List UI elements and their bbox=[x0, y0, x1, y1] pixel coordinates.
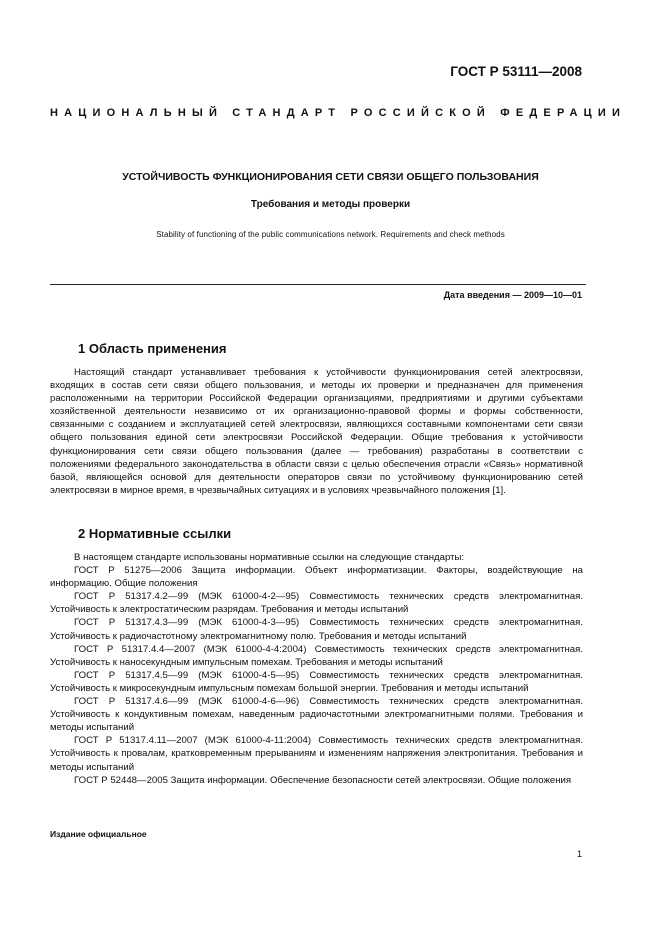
section-1-body bbox=[50, 366, 583, 497]
reference-item: ГОСТ Р 51275—2006 Защита информации. Объект информатизации. Факторы, воздействующие на информацию. Общие положения bbox=[50, 565, 583, 590]
document-title: УСТОЙЧИВОСТЬ ФУНКЦИОНИРОВАНИЯ СЕТИ СВЯЗИ ОБЩЕГО ПОЛЬЗОВАНИЯ bbox=[122, 171, 539, 183]
reference-item: ГОСТ Р 52448—2005 Защита информации. Обеспечение безопасности сетей электросвязи. Общие положения bbox=[74, 774, 572, 786]
document-title-english: Stability of functioning of the public communications network. Requirements and check methods bbox=[156, 230, 505, 239]
national-standard-heading: НАЦИОНАЛЬНЫЙ СТАНДАРТ РОССИЙСКОЙ ФЕДЕРАЦИИ bbox=[50, 107, 627, 119]
document-subtitle: Требования и методы проверки bbox=[250, 199, 411, 210]
section-2-heading: 2 Нормативные ссылки bbox=[78, 526, 232, 541]
references-intro: В настоящем стандарте использованы нормативные ссылки на следующие стандарты: bbox=[74, 552, 465, 563]
reference-item: ГОСТ Р 51317.4.6—99 (МЭК 61000-4-6—96) Совместимость технических средств электромагнитная. Устойчивость к кондуктивным помехам, наведенным радиочастотными электромагнитными полями. Требования и методы испытаний bbox=[50, 696, 583, 734]
reference-item: ГОСТ Р 51317.4.11—2007 (МЭК 61000-4-11:2004) Совместимость технических средств электромагнитная. Устойчивость к провалам, кратковременным прерываниям и изменениям напряжения электропитания. Требования и методы испытаний bbox=[50, 735, 583, 773]
document-number: ГОСТ Р 53111—2008 bbox=[450, 64, 582, 79]
section-2-body bbox=[50, 551, 583, 787]
official-edition-label: Издание официальное bbox=[50, 829, 147, 839]
introduction-date: Дата введения — 2009—10—01 bbox=[443, 290, 582, 300]
section-1-paragraph: Настоящий стандарт устанавливает требования к устойчивости функционирования сетей электросвязи, входящих в состав сети связи общего пользования, и методы их проверки и предназначен для применения расположенными на территории Российской Федерации организациями, предприятиями и другими субъектами хозяйственной деятельности независимо от их организационно-правовой формы и формы собственности, связанными с созданием и эксплуатацией сетей электросвязи, являющихся составными компонентами сети связи общего пользования единой сети электросвязи Российской Федерации. Общие требования к устойчивости функционирования сети связи общего пользования (далее — требования) разработаны в соответствии с положениями федерального законодательства в области связи с целью обеспечения отрасли «Связь» нормативной базой, являющейся основой для деятельности операторов связи по устойчивому функционированию сетей электросвязи в мирное время, в чрезвычайных ситуациях и в условиях чрезвычайного положения [1]. bbox=[50, 367, 583, 496]
title-divider bbox=[50, 284, 586, 285]
reference-item: ГОСТ Р 51317.4.5—99 (МЭК 61000-4-5—95) Совместимость технических средств электромагнитная. Устойчивость к микросекундным импульсным помехам большой энергии. Требования и методы испытаний bbox=[50, 669, 583, 694]
reference-item: ГОСТ Р 51317.4.4—2007 (МЭК 61000-4-4:2004) Совместимость технических средств электромагнитная. Устойчивость к наносекундным импульсным помехам. Требования и методы испытаний bbox=[50, 643, 583, 668]
reference-item: ГОСТ Р 51317.4.3—99 (МЭК 61000-4-3—95) Совместимость технических средств электромагнитная. Устойчивость к радиочастотному электромагнитному полю. Требования и методы испытаний bbox=[50, 617, 583, 642]
section-1-heading: 1 Область применения bbox=[78, 341, 227, 356]
page-number: 1 bbox=[576, 849, 582, 859]
reference-item: ГОСТ Р 51317.4.2—99 (МЭК 61000-4-2—95) Совместимость технических средств электромагнитная. Устойчивость к электростатическим разрядам. Требования и методы испытаний bbox=[50, 591, 583, 616]
